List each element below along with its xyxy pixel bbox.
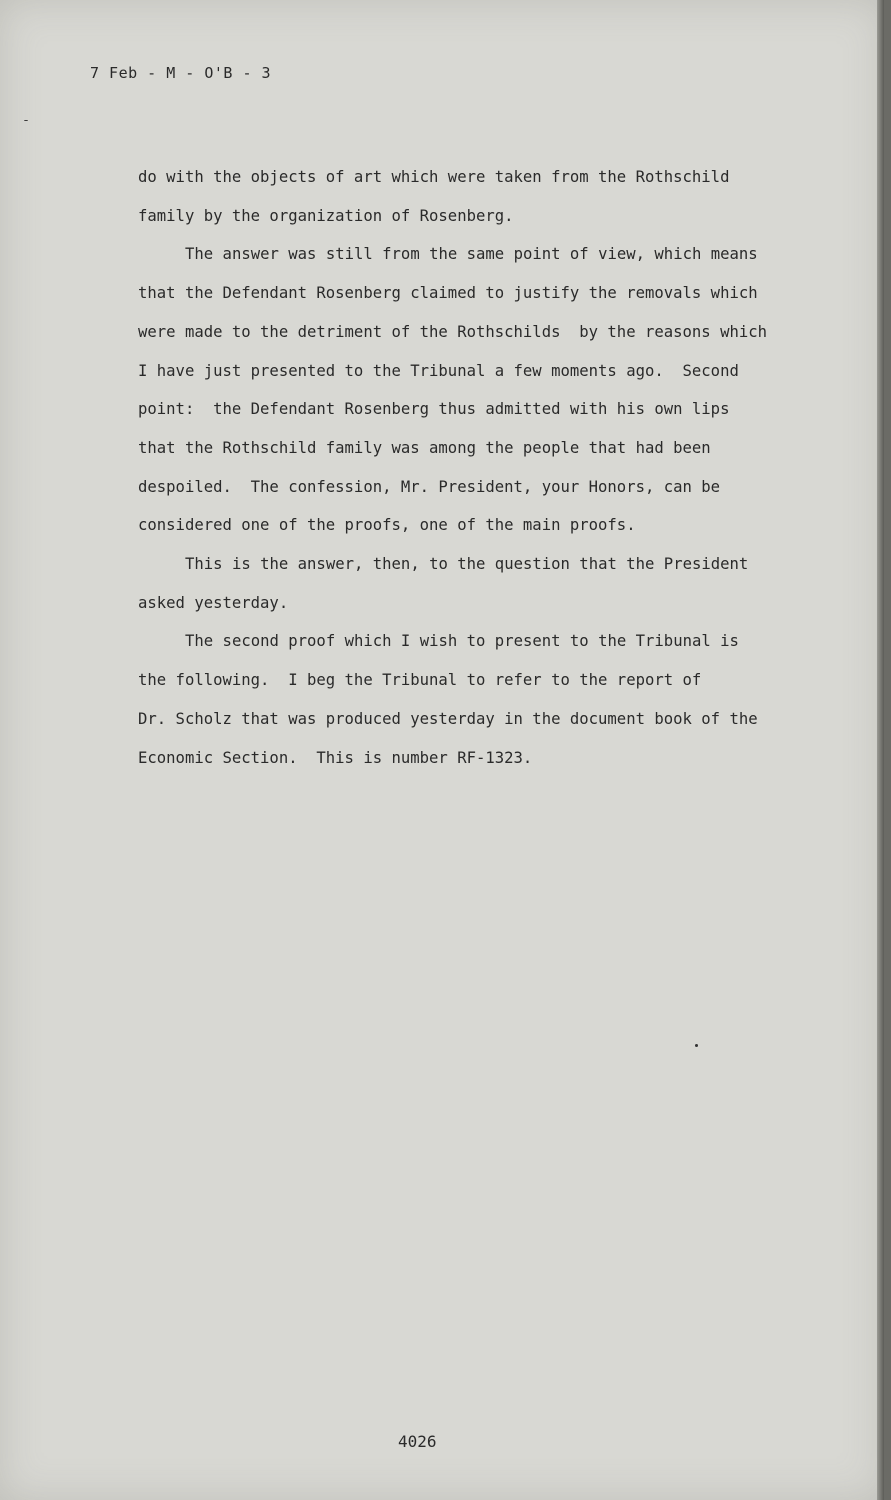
text-line: despoiled. The confession, Mr. President, your Honors, can be (138, 477, 721, 496)
paragraph (138, 622, 798, 777)
paper-speck (24, 120, 28, 121)
text-line: asked yesterday. (138, 593, 289, 612)
page-reference: 7 Feb - M - O'B - 3 (90, 64, 272, 82)
text-line: The answer was still from the same point of view, which means (185, 245, 758, 264)
text-line: This is the answer, then, to the question that the President (185, 555, 749, 574)
text-line: were made to the detriment of the Rothschilds by the reasons which (138, 322, 768, 341)
text-line: Dr. Scholz that was produced yesterday in the document book of the (138, 709, 758, 728)
text-line: point: the Defendant Rosenberg thus admitted with his own lips (138, 400, 730, 419)
paper-speck (695, 1044, 698, 1047)
text-line: The second proof which I wish to present to the Tribunal is (185, 632, 739, 651)
text-line: family by the organization of Rosenberg. (138, 206, 514, 225)
paragraph (138, 158, 798, 235)
paragraph (138, 545, 798, 622)
text-line: do with the objects of art which were taken from the Rothschild (138, 168, 730, 186)
page-number: 4026 (398, 1432, 437, 1451)
text-line: considered one of the proofs, one of the main proofs. (138, 516, 636, 535)
text-line: that the Rothschild family was among the people that had been (138, 438, 711, 457)
document-body (138, 158, 798, 777)
text-line: I have just presented to the Tribunal a few moments ago. Second (138, 361, 739, 380)
text-line: the following. I beg the Tribunal to refer to the report of (138, 671, 702, 690)
page-edge (877, 0, 884, 1500)
paragraph (138, 235, 798, 545)
text-line: that the Defendant Rosenberg claimed to justify the removals which (138, 284, 758, 303)
text-line: Economic Section. This is number RF-1323. (138, 748, 533, 767)
